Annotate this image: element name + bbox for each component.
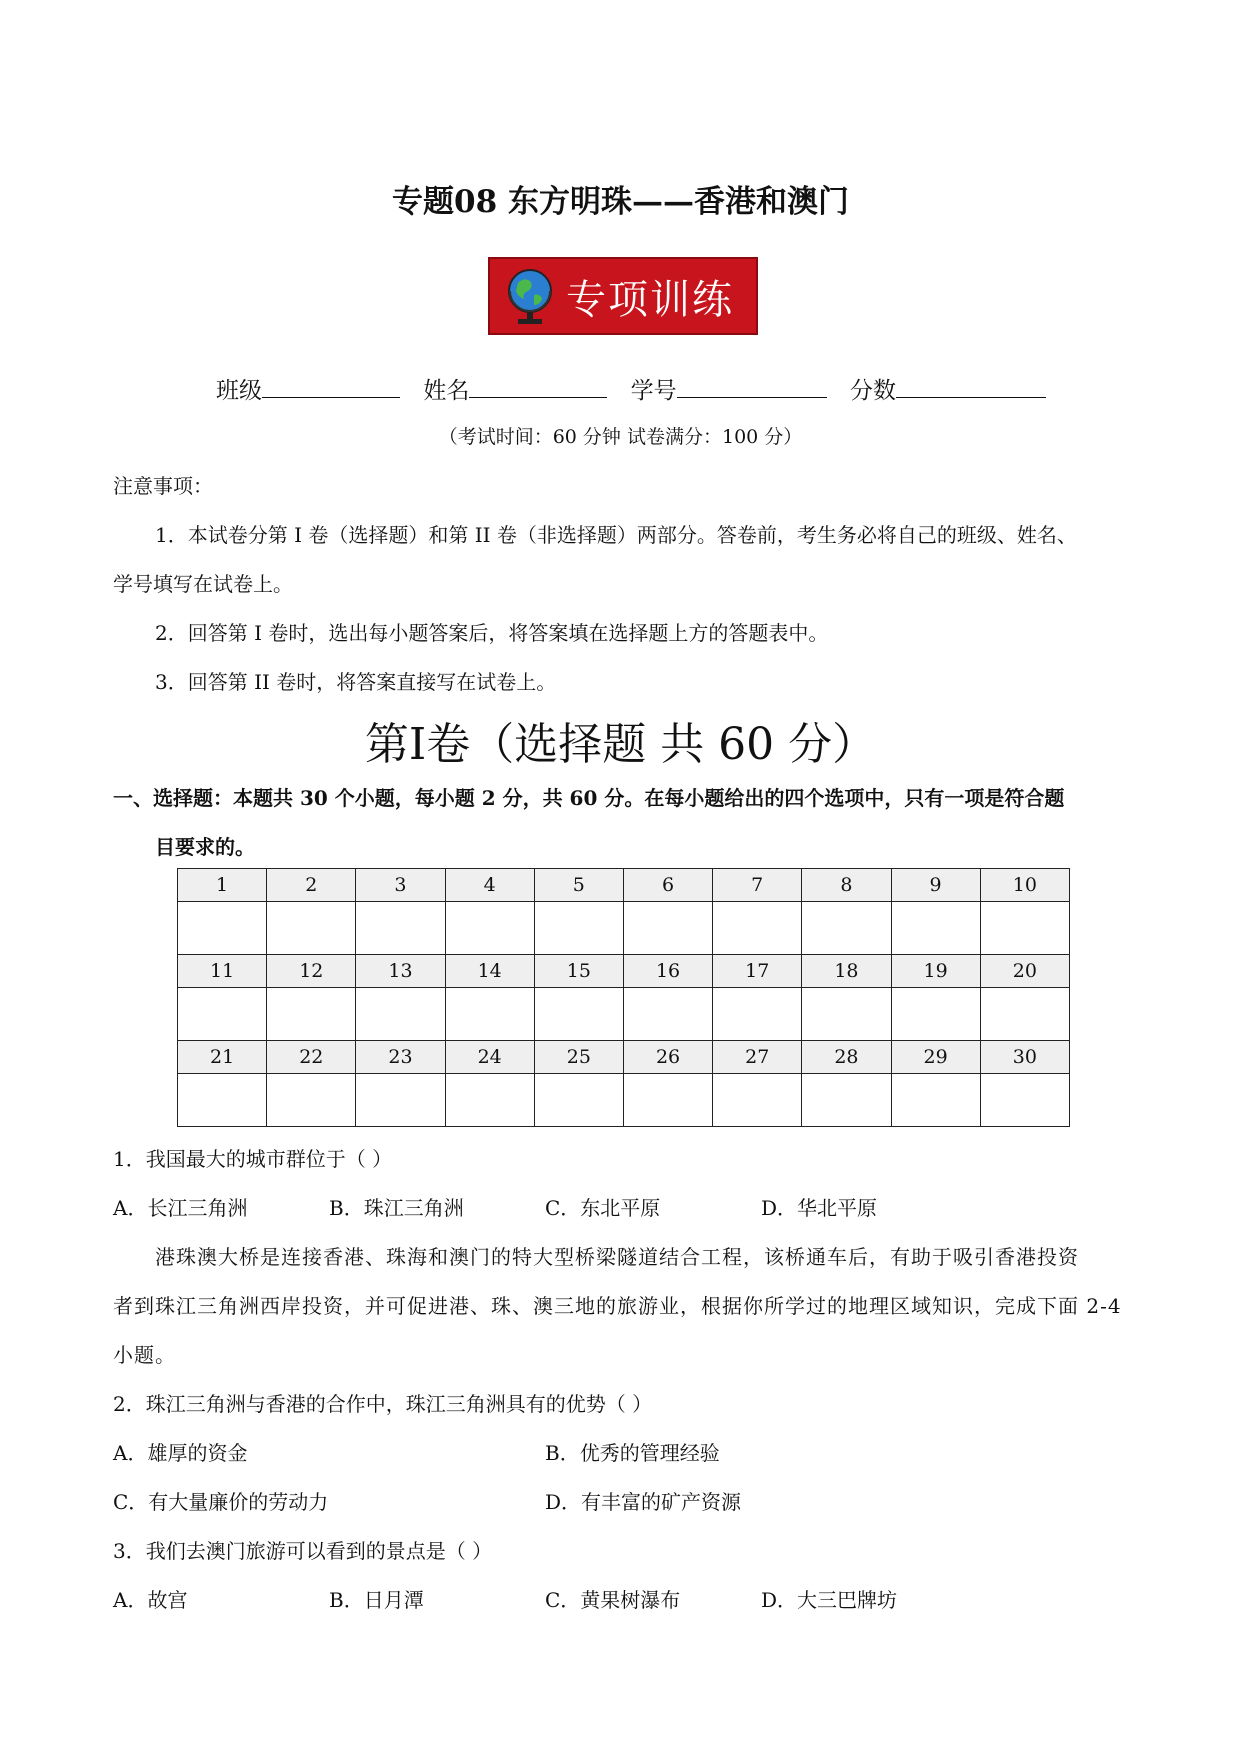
answer-input-cell[interactable]: [713, 988, 802, 1041]
notice-item-1: 1．本试卷分第 I 卷（选择题）和第 II 卷（非选择题）两部分。答卷前，考生务必将自己的班级、姓名、: [155, 523, 1077, 547]
answer-input-cell[interactable]: [267, 988, 356, 1041]
question-1-option-d[interactable]: D．华北平原: [761, 1196, 878, 1220]
answer-number-cell: 4: [445, 869, 534, 902]
question-3-option-c[interactable]: C．黄果树瀑布: [545, 1588, 681, 1612]
answer-input-cell[interactable]: [802, 988, 891, 1041]
answer-number-cell: 6: [623, 869, 712, 902]
passage-line-1: 港珠澳大桥是连接香港、珠海和澳门的特大型桥梁隧道结合工程，该桥通车后，有助于吸引香港投资: [155, 1245, 1079, 1269]
question-2-option-c[interactable]: C．有大量廉价的劳动力: [113, 1490, 329, 1514]
answer-number-cell: 20: [980, 955, 1069, 988]
question-2-stem: 2．珠江三角洲与香港的合作中，珠江三角洲具有的优势（ ）: [113, 1392, 653, 1416]
answer-table: [177, 868, 1070, 1127]
answer-number-cell: 11: [178, 955, 267, 988]
name-label: 姓名: [423, 378, 470, 404]
answer-number-cell: 30: [980, 1041, 1069, 1074]
answer-input-row: [178, 902, 1070, 955]
answer-number-row: [178, 955, 1070, 988]
answer-number-cell: 24: [445, 1041, 534, 1074]
question-2-option-b[interactable]: B．优秀的管理经验: [545, 1441, 720, 1465]
question-1-option-b[interactable]: B．珠江三角洲: [329, 1196, 464, 1220]
question-3-option-d[interactable]: D．大三巴牌坊: [761, 1588, 898, 1612]
answer-number-cell: 17: [713, 955, 802, 988]
score-blank[interactable]: [896, 375, 1046, 398]
answer-number-cell: 14: [445, 955, 534, 988]
section-instruction: 一、选择题：本题共 30 个小题，每小题 2 分，共 60 分。在每小题给出的四个选项中，只有一项是符合题: [113, 786, 1065, 810]
notice-item-3: 3．回答第 II 卷时，将答案直接写在试卷上。: [155, 670, 557, 694]
answer-input-cell[interactable]: [534, 902, 623, 955]
answer-number-cell: 2: [267, 869, 356, 902]
answer-input-cell[interactable]: [980, 1074, 1069, 1127]
answer-input-cell[interactable]: [267, 902, 356, 955]
answer-input-cell[interactable]: [445, 988, 534, 1041]
answer-number-cell: 8: [802, 869, 891, 902]
class-blank[interactable]: [262, 375, 400, 398]
section-instruction-cont: 目要求的。: [155, 835, 255, 859]
banner: [488, 257, 758, 335]
answer-input-cell[interactable]: [713, 902, 802, 955]
question-3-stem: 3．我们去澳门旅游可以看到的景点是（ ）: [113, 1539, 493, 1563]
question-3-option-a[interactable]: A．故宫: [113, 1588, 188, 1612]
question-2-option-d[interactable]: D．有丰富的矿产资源: [545, 1490, 742, 1514]
answer-input-cell[interactable]: [802, 1074, 891, 1127]
notice-item-1-cont: 学号填写在试卷上。: [113, 572, 293, 596]
answer-input-cell[interactable]: [980, 988, 1069, 1041]
answer-input-cell[interactable]: [356, 988, 445, 1041]
answer-input-cell[interactable]: [713, 1074, 802, 1127]
student-id-label: 学号: [630, 378, 677, 404]
answer-number-cell: 5: [534, 869, 623, 902]
answer-number-cell: 3: [356, 869, 445, 902]
answer-input-row: [178, 1074, 1070, 1127]
answer-number-cell: 26: [623, 1041, 712, 1074]
question-3-option-b[interactable]: B．日月潭: [329, 1588, 424, 1612]
answer-number-cell: 21: [178, 1041, 267, 1074]
question-2-option-a[interactable]: A．雄厚的资金: [113, 1441, 248, 1465]
answer-input-cell[interactable]: [980, 902, 1069, 955]
answer-input-cell[interactable]: [623, 988, 712, 1041]
answer-input-cell[interactable]: [891, 902, 980, 955]
answer-number-cell: 27: [713, 1041, 802, 1074]
answer-number-cell: 13: [356, 955, 445, 988]
answer-input-cell[interactable]: [178, 1074, 267, 1127]
answer-input-cell[interactable]: [623, 1074, 712, 1127]
passage-line-2: 者到珠江三角洲西岸投资，并可促进港、珠、澳三地的旅游业，根据你所学过的地理区域知识，完成下面 2-4: [113, 1294, 1122, 1318]
answer-number-cell: 10: [980, 869, 1069, 902]
answer-input-cell[interactable]: [802, 902, 891, 955]
page-title: 专题08 东方明珠——香港和澳门: [392, 184, 849, 220]
notice-heading: 注意事项：: [113, 474, 213, 498]
score-label: 分数: [849, 378, 896, 404]
answer-number-cell: 25: [534, 1041, 623, 1074]
answer-input-cell[interactable]: [445, 1074, 534, 1127]
answer-number-cell: 18: [802, 955, 891, 988]
answer-number-cell: 28: [802, 1041, 891, 1074]
exam-info: （考试时间：60 分钟 试卷满分：100 分）: [438, 426, 803, 448]
answer-input-cell[interactable]: [178, 988, 267, 1041]
answer-number-cell: 29: [891, 1041, 980, 1074]
globe-icon: [504, 265, 556, 327]
class-label: 班级: [216, 378, 262, 404]
answer-number-cell: 19: [891, 955, 980, 988]
notice-item-2: 2．回答第 I 卷时，选出每小题答案后，将答案填在选择题上方的答题表中。: [155, 621, 829, 645]
answer-input-row: [178, 988, 1070, 1041]
student-id-blank[interactable]: [677, 375, 827, 398]
answer-number-cell: 7: [713, 869, 802, 902]
name-blank[interactable]: [469, 375, 607, 398]
question-1-option-c[interactable]: C．东北平原: [545, 1196, 661, 1220]
answer-input-cell[interactable]: [891, 1074, 980, 1127]
answer-number-cell: 12: [267, 955, 356, 988]
answer-input-cell[interactable]: [623, 902, 712, 955]
answer-input-cell[interactable]: [891, 988, 980, 1041]
student-info-row: [216, 372, 1062, 405]
volume-title: 第I卷（选择题 共 60 分）: [364, 719, 877, 770]
answer-number-cell: 1: [178, 869, 267, 902]
answer-input-cell[interactable]: [356, 1074, 445, 1127]
answer-number-cell: 22: [267, 1041, 356, 1074]
answer-number-row: [178, 869, 1070, 902]
answer-input-cell[interactable]: [534, 988, 623, 1041]
answer-input-cell[interactable]: [356, 902, 445, 955]
answer-number-cell: 15: [534, 955, 623, 988]
passage-line-3: 小题。: [113, 1343, 176, 1367]
answer-number-row: [178, 1041, 1070, 1074]
answer-input-cell[interactable]: [445, 902, 534, 955]
answer-input-cell[interactable]: [534, 1074, 623, 1127]
answer-number-cell: 23: [356, 1041, 445, 1074]
answer-number-cell: 9: [891, 869, 980, 902]
banner-text: 专项训练: [566, 276, 734, 323]
answer-input-cell[interactable]: [267, 1074, 356, 1127]
question-1-stem: 1．我国最大的城市群位于（ ）: [113, 1147, 393, 1171]
question-1-option-a[interactable]: A．长江三角洲: [113, 1196, 248, 1220]
answer-number-cell: 16: [623, 955, 712, 988]
answer-input-cell[interactable]: [178, 902, 267, 955]
